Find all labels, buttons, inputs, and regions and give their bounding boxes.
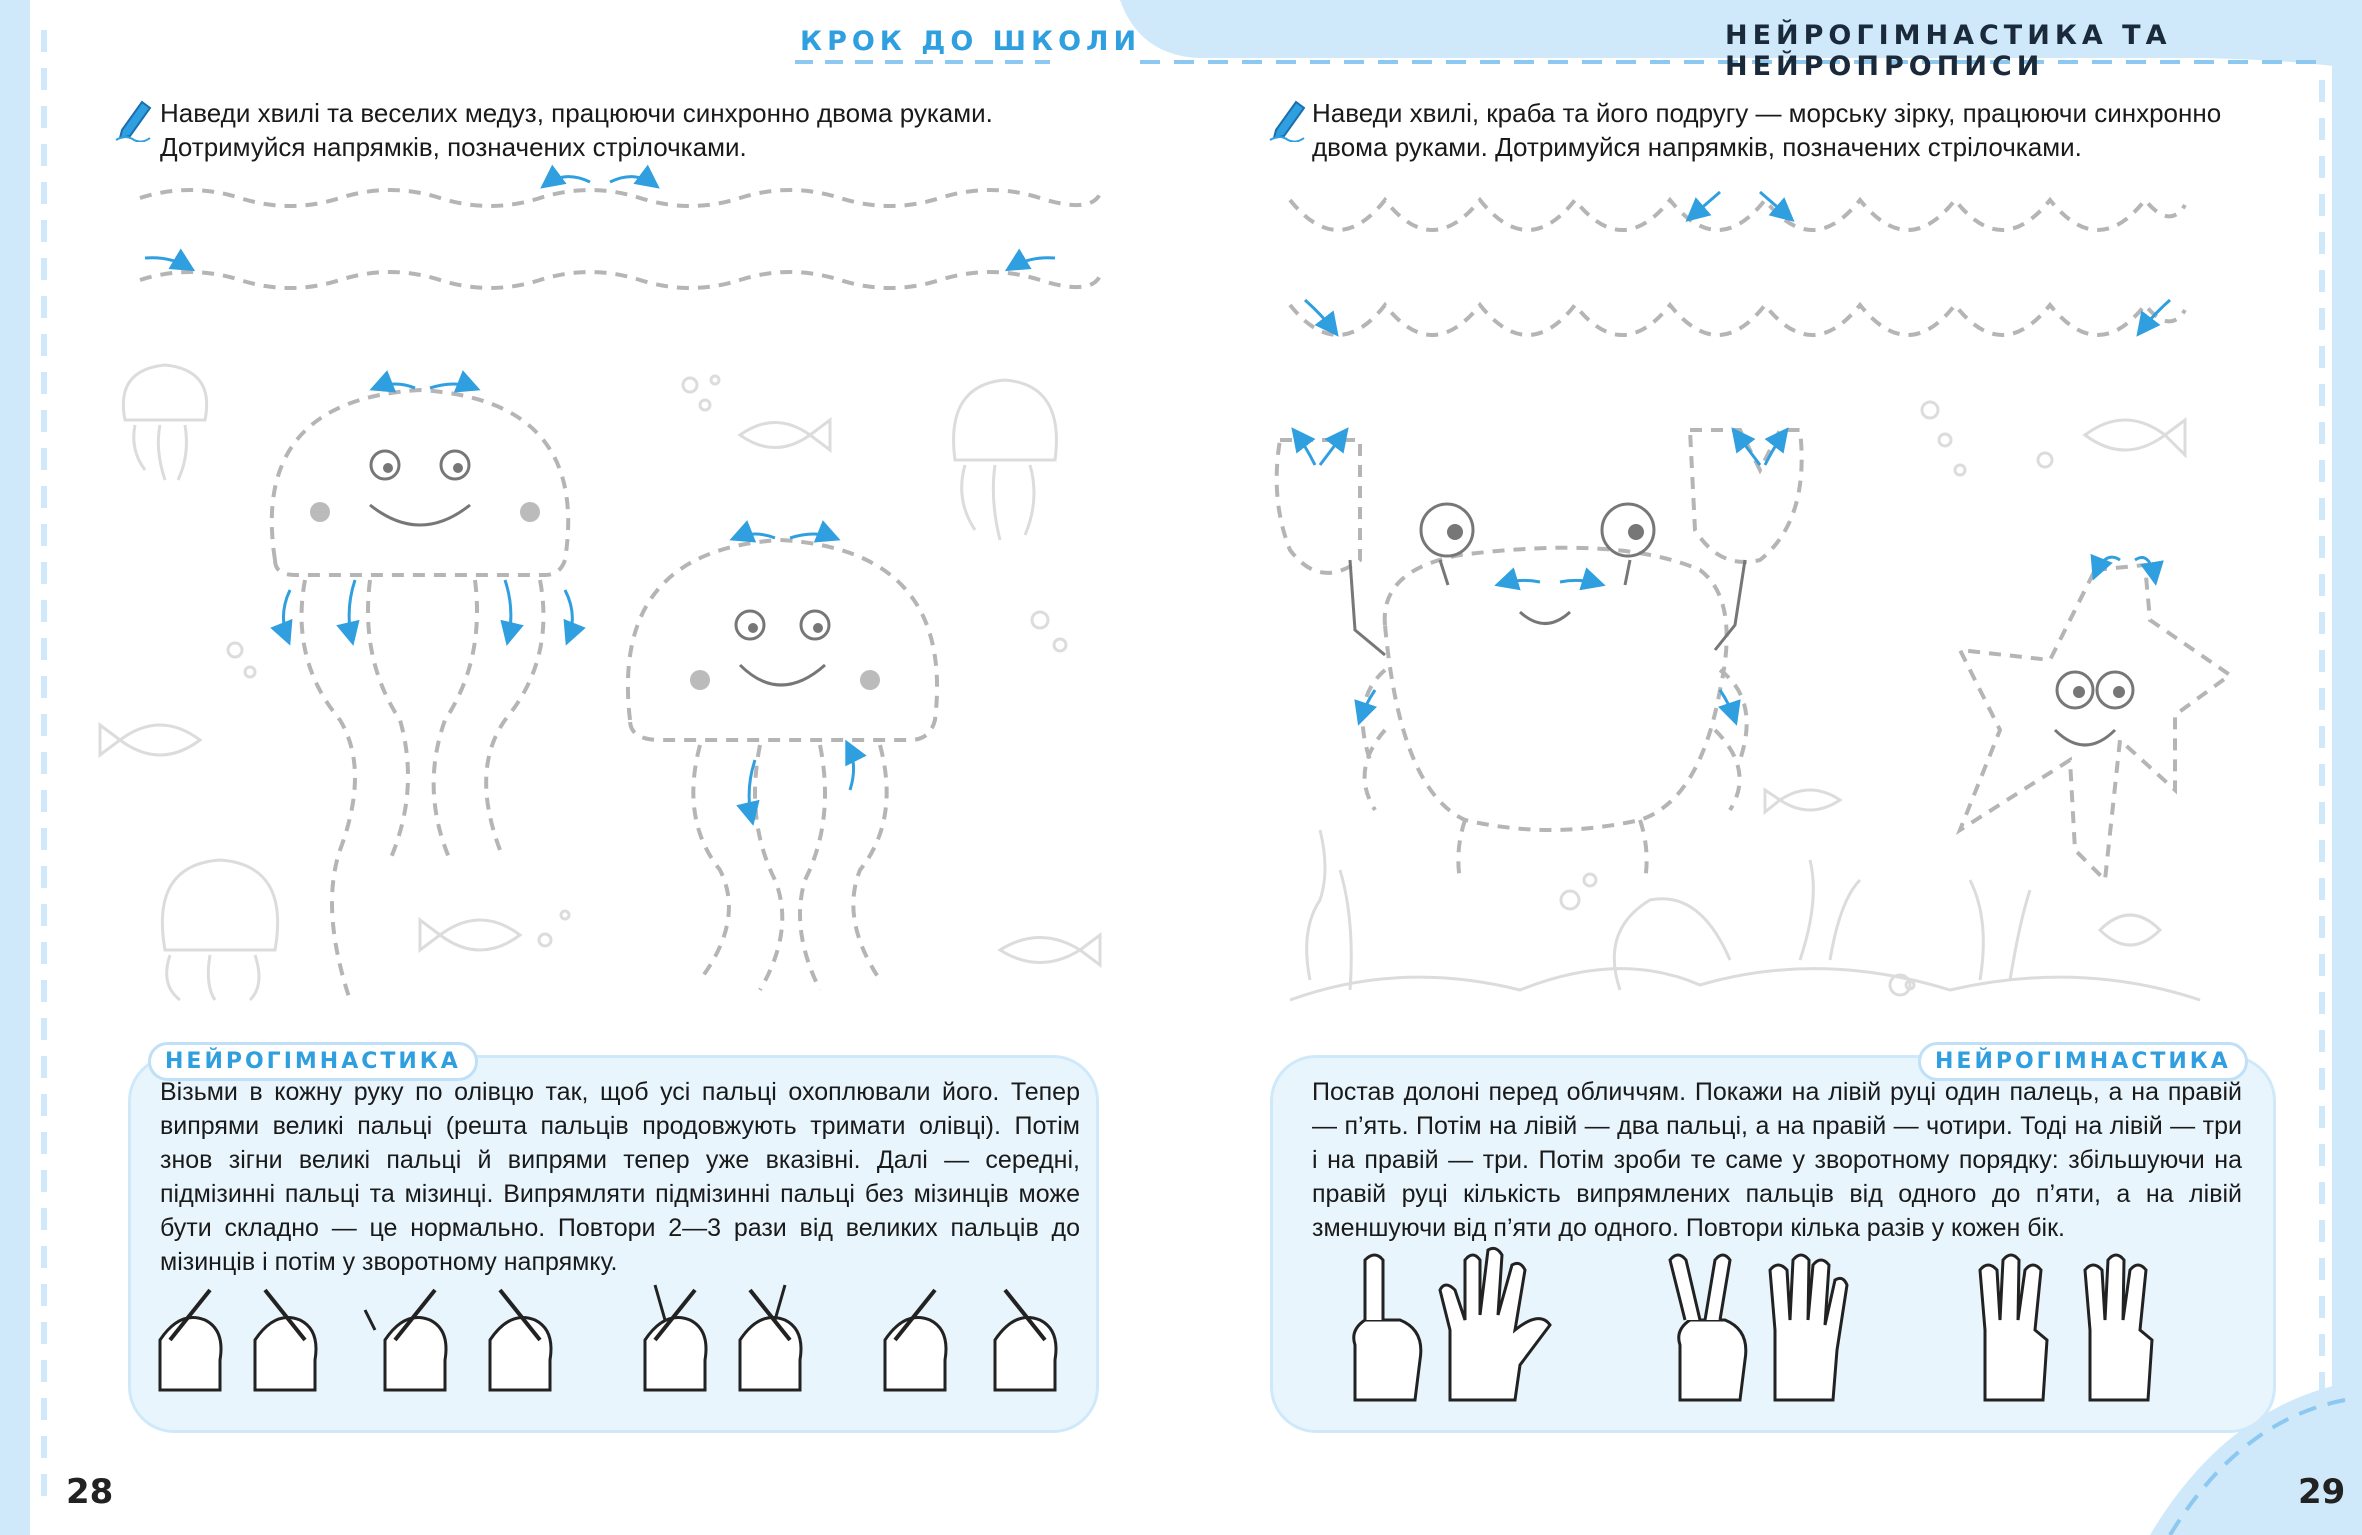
header-right-title: НЕЙРОГІМНАСТИКА ТА НЕЙРОПРОПИСИ: [1725, 20, 2172, 82]
left-instruction: Наведи хвилі та веселих медуз, працюючи синхронно двома руками. Дотримуйся напрямків, позначених стрілочками.: [160, 98, 993, 162]
page-number-left: 28: [66, 1472, 114, 1512]
header-left-title: КРОК ДО ШКОЛИ: [800, 26, 1142, 57]
pencil-icon: [114, 96, 154, 142]
page-number-right: 29: [2298, 1472, 2346, 1512]
right-instruction: Наведи хвилі, краба та його подругу — морську зірку, працюючи синхронно двома руками. Дотримуйся напрямків, позначених стрілочками.: [1312, 98, 2222, 162]
section-label-right: НЕЙРОГІМНАСТИКА: [1918, 1042, 2248, 1081]
section-label-left: НЕЙРОГІМНАСТИКА: [148, 1042, 478, 1081]
exercise-text-left: Візьми в кожну руку по олівцю так, щоб усі пальці охоплювали його. Тепер випрями великі пальці (решта пальців продовжують тримати олівці). Потім знов зігни великі пальці й випрями тепер уже вказівні. Далі — середні, підмізинні пальці та мізинці. Випрямляти підмізинні пальці без мізинців може бути складно — це нормально. Повтори 2—3 рази від великих пальців до мізинців і потім у зворотному напрямку.: [160, 1078, 1080, 1276]
exercise-text-right: Постав долоні перед обличчям. Покажи на лівій руці один палець, а на правій — п’ять. Потім на лівій — два пальці, а на правій — чотири. Тоді на лівій — три і на правій — три. Потім зроби те саме у зворотному порядку: збільшуючи на правій руці кількість випрямлених пальців від одного до п’яти, а на лівій зменшуючи від п’яти до одного. Повтори кілька разів у кожен бік.: [1312, 1078, 2242, 1242]
pencil-icon: [1268, 96, 1308, 142]
